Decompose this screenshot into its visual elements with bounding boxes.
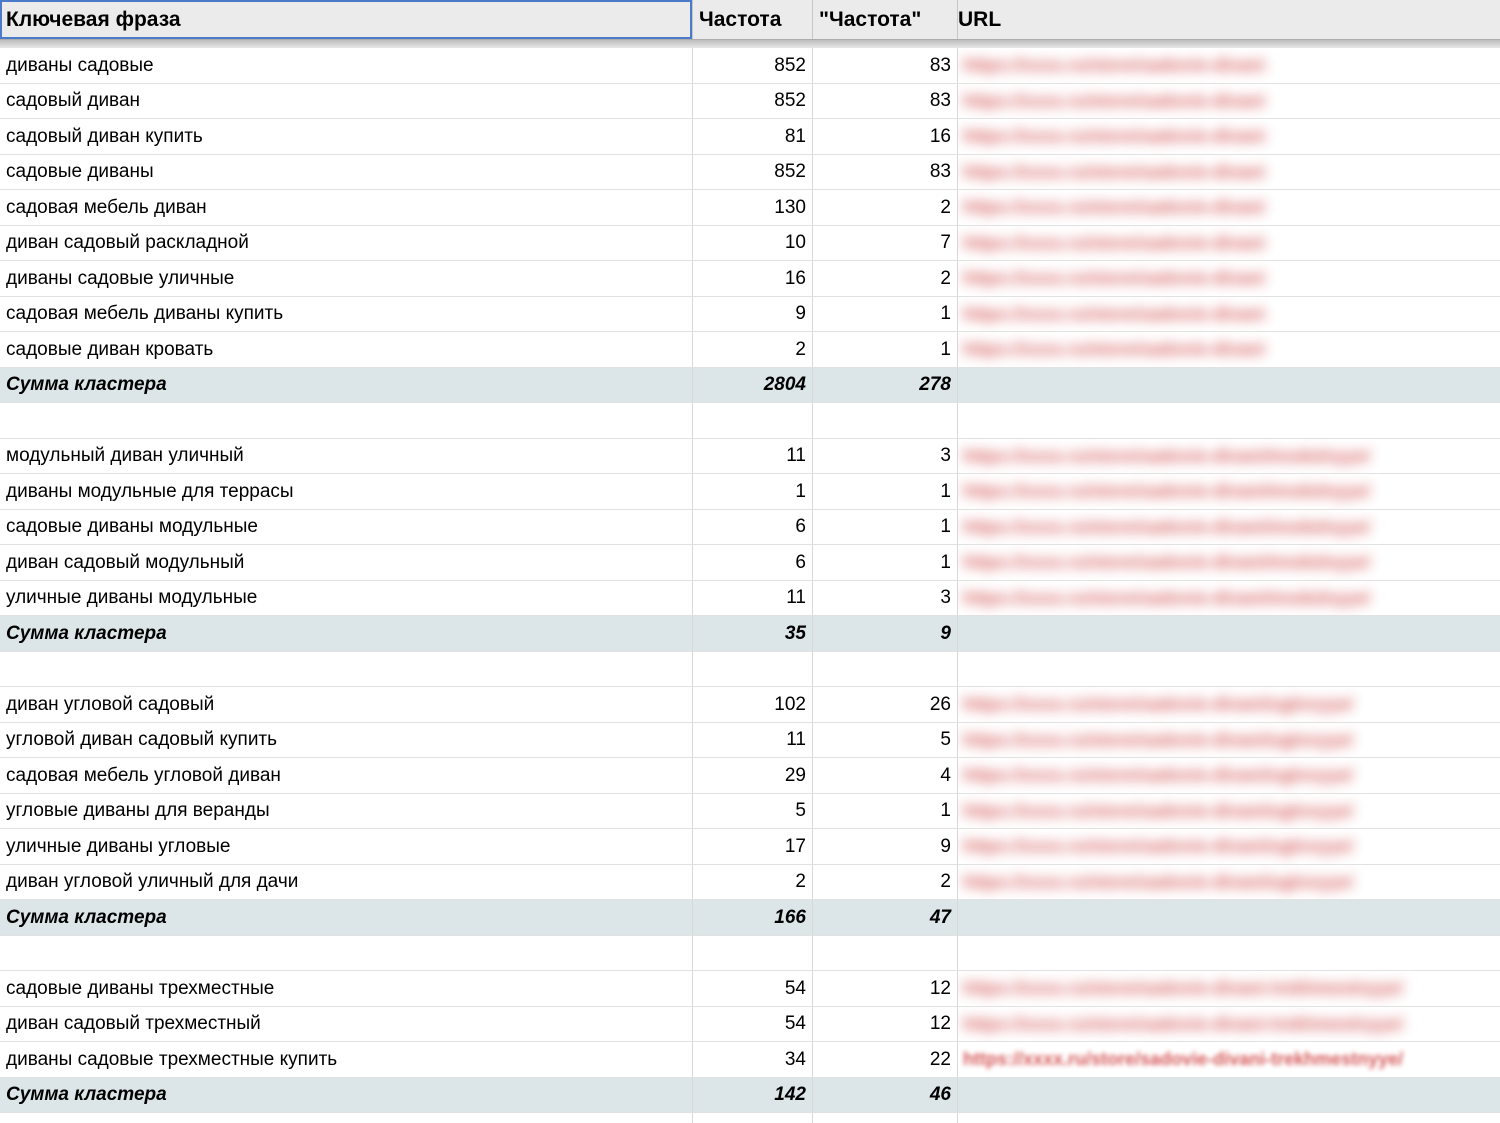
column-header-quoted-frequency[interactable]: "Частота" [813,0,958,39]
phrase-cell[interactable]: диваны садовые трехместные купить [0,1042,693,1077]
url-cell[interactable] [958,190,1500,225]
url-redaction-haze [958,1007,1437,1042]
frequency-cell[interactable]: 5 [693,794,813,829]
phrase-cell[interactable]: диван садовый модульный [0,545,693,580]
cluster-sum-quoted-frequency-cell[interactable]: 278 [813,368,958,403]
url-cell[interactable] [958,474,1500,509]
phrase-cell[interactable]: модульный диван уличный [0,439,693,474]
cluster-sum-frequency-cell[interactable]: 142 [693,1078,813,1113]
keyword-row [0,794,1500,830]
frequency-cell[interactable]: 130 [693,190,813,225]
url-redaction-haze [958,758,1387,793]
quoted-frequency-cell[interactable]: 12 [813,1007,958,1042]
url-cell[interactable] [958,971,1500,1006]
url-redacted-text: https://xxxx.ru/store/sadovie-divani-trekhmestnyye/ [963,978,1404,999]
cluster-sum-frequency-cell[interactable]: 35 [693,616,813,651]
frequency-cell[interactable]: 17 [693,829,813,864]
frequency-cell[interactable]: 2 [693,865,813,900]
url-redaction-haze [958,261,1299,296]
url-redaction-haze [958,119,1299,154]
frequency-cell[interactable]: 852 [693,84,813,119]
phrase-cell[interactable] [0,1113,693,1123]
url-cell[interactable] [958,1007,1500,1042]
url-redacted-text: https://xxxx.ru/store/sadovie-divani [963,339,1266,360]
url-redacted-text: https://xxxx.ru/store/sadovie-divani [963,90,1266,111]
url-cell[interactable] [958,119,1500,154]
quoted-frequency-cell[interactable]: 3 [813,439,958,474]
cluster-sum-label-cell[interactable]: Сумма кластера [0,1078,693,1113]
url-cell[interactable] [958,687,1500,722]
url-cell[interactable] [958,758,1500,793]
keyword-row [0,1042,1500,1078]
url-redaction-haze [958,971,1437,1006]
frequency-cell[interactable]: 852 [693,48,813,83]
url-cell[interactable] [958,652,1500,687]
url-redacted-text: https://xxxx.ru/store/sadovie-divani/uglovyye/ [963,729,1354,750]
url-redacted-text: https://xxxx.ru/store/sadovie-divani/uglovyye/ [963,836,1354,857]
quoted-frequency-cell[interactable]: 2 [813,190,958,225]
url-cell[interactable] [958,900,1500,935]
column-header-url[interactable]: URL [958,0,1500,39]
keyword-row [0,865,1500,901]
url-redaction-haze [958,510,1404,545]
url-redaction-haze [958,439,1404,474]
quoted-frequency-cell[interactable]: 83 [813,84,958,119]
url-redacted-text: https://xxxx.ru/store/sadovie-divani/uglovyye/ [963,800,1354,821]
cluster-sum-quoted-frequency-cell[interactable]: 47 [813,900,958,935]
phrase-cell[interactable] [0,936,693,971]
frozen-row-shadow [0,39,1500,48]
quoted-frequency-cell[interactable]: 1 [813,474,958,509]
keyword-row [0,190,1500,226]
keyword-row [0,545,1500,581]
column-header-frequency[interactable]: Частота [693,0,813,39]
frequency-cell[interactable]: 9 [693,297,813,332]
url-redacted-text: https://xxxx.ru/store/sadovie-divani/modulnyye/ [963,516,1371,537]
url-cell[interactable] [958,1113,1500,1123]
quoted-frequency-cell[interactable]: 1 [813,794,958,829]
url-redaction-haze [958,545,1404,580]
url-cell[interactable] [958,1078,1500,1113]
quoted-frequency-cell[interactable]: 83 [813,155,958,190]
keyword-row [0,119,1500,155]
phrase-cell[interactable]: садовые диваны модульные [0,510,693,545]
frequency-cell[interactable]: 54 [693,971,813,1006]
keyword-row [0,261,1500,297]
empty-row [0,403,1500,439]
url-cell[interactable] [958,403,1500,438]
keyword-row [0,687,1500,723]
url-cell[interactable] [958,332,1500,367]
frequency-cell[interactable]: 6 [693,510,813,545]
url-cell[interactable] [958,48,1500,83]
phrase-cell[interactable]: садовый диван [0,84,693,119]
quoted-frequency-cell[interactable]: 12 [813,971,958,1006]
quoted-frequency-cell[interactable]: 2 [813,865,958,900]
quoted-frequency-cell[interactable]: 2 [813,261,958,296]
frequency-cell[interactable]: 2 [693,332,813,367]
keyword-row [0,48,1500,84]
url-redacted-text: https://xxxx.ru/store/sadovie-divani [963,126,1266,147]
frequency-cell[interactable] [693,936,813,971]
url-redacted-text: https://xxxx.ru/store/sadovie-divani-trekhmestnyye/ [963,1013,1404,1034]
phrase-cell[interactable]: диваны садовые уличные [0,261,693,296]
phrase-cell[interactable]: угловые диваны для веранды [0,794,693,829]
cluster-sum-row [0,368,1500,404]
quoted-frequency-cell[interactable]: 3 [813,581,958,616]
url-redaction-haze [958,581,1404,616]
url-redacted-text: https://xxxx.ru/store/sadovie-divani [963,303,1266,324]
url-redaction-haze [958,84,1299,119]
url-redaction-haze [958,829,1387,864]
frequency-cell[interactable]: 34 [693,1042,813,1077]
frequency-cell[interactable]: 102 [693,687,813,722]
quoted-frequency-cell[interactable]: 1 [813,297,958,332]
phrase-cell[interactable]: садовая мебель диван [0,190,693,225]
cluster-sum-frequency-cell[interactable]: 166 [693,900,813,935]
url-redaction-haze [958,1042,1437,1077]
url-redacted-text: https://xxxx.ru/store/sadovie-divani [963,268,1266,289]
cluster-sum-row [0,616,1500,652]
url-redacted-text: https://xxxx.ru/store/sadovie-divani/modulnyye/ [963,481,1371,502]
phrase-cell[interactable] [0,652,693,687]
phrase-cell[interactable]: садовая мебель угловой диван [0,758,693,793]
url-cell[interactable] [958,510,1500,545]
phrase-cell[interactable]: уличные диваны модульные [0,581,693,616]
empty-row [0,1113,1500,1123]
url-redaction-haze [958,48,1299,83]
cluster-sum-quoted-frequency-cell[interactable]: 46 [813,1078,958,1113]
quoted-frequency-cell[interactable]: 83 [813,48,958,83]
url-redacted-text: https://xxxx.ru/store/sadovie-divani/uglovyye/ [963,871,1354,892]
url-redaction-haze [958,474,1404,509]
url-redaction-haze [958,332,1299,367]
keyword-row [0,581,1500,617]
frequency-cell[interactable] [693,652,813,687]
quoted-frequency-cell[interactable]: 9 [813,829,958,864]
quoted-frequency-cell[interactable]: 22 [813,1042,958,1077]
url-cell[interactable] [958,865,1500,900]
url-cell[interactable] [958,84,1500,119]
cluster-sum-frequency-cell[interactable]: 2804 [693,368,813,403]
keyword-row [0,332,1500,368]
phrase-cell[interactable]: диваны садовые [0,48,693,83]
url-redacted-text: https://xxxx.ru/store/sadovie-divani/uglovyye/ [963,765,1354,786]
frequency-cell[interactable]: 81 [693,119,813,154]
phrase-cell[interactable]: садовые диваны трехместные [0,971,693,1006]
url-redaction-haze [958,190,1299,225]
phrase-cell[interactable]: диваны модульные для террасы [0,474,693,509]
url-cell[interactable] [958,829,1500,864]
url-cell[interactable] [958,439,1500,474]
keyword-row [0,510,1500,546]
url-redaction-haze [958,226,1299,261]
url-redaction-haze [958,687,1387,722]
phrase-cell[interactable]: садовая мебель диваны купить [0,297,693,332]
url-cell[interactable] [958,616,1500,651]
url-cell[interactable] [958,226,1500,261]
url-redaction-haze [958,723,1387,758]
frequency-cell[interactable]: 11 [693,581,813,616]
cluster-sum-label-cell[interactable]: Сумма кластера [0,368,693,403]
quoted-frequency-cell[interactable]: 1 [813,545,958,580]
cluster-sum-row [0,1078,1500,1114]
url-cell[interactable] [958,545,1500,580]
url-redacted-text: https://xxxx.ru/store/sadovie-divani/modulnyye/ [963,587,1371,608]
empty-row [0,652,1500,688]
phrase-cell[interactable]: диван садовый трехместный [0,1007,693,1042]
header-row [0,0,1500,39]
url-cell[interactable] [958,1042,1500,1077]
frequency-cell[interactable]: 11 [693,723,813,758]
column-header-keyword[interactable]: Ключевая фраза [0,0,693,39]
frequency-cell[interactable]: 29 [693,758,813,793]
phrase-cell[interactable]: угловой диван садовый купить [0,723,693,758]
frequency-cell[interactable] [693,403,813,438]
quoted-frequency-cell[interactable] [813,936,958,971]
quoted-frequency-cell[interactable]: 16 [813,119,958,154]
quoted-frequency-cell[interactable]: 1 [813,510,958,545]
phrase-cell[interactable]: садовые диван кровать [0,332,693,367]
keyword-row [0,971,1500,1007]
keyword-row [0,84,1500,120]
url-redacted-text: https://xxxx.ru/store/sadovie-divani [963,55,1266,76]
frequency-cell[interactable]: 16 [693,261,813,296]
url-cell[interactable] [958,794,1500,829]
url-cell[interactable] [958,297,1500,332]
keyword-row [0,758,1500,794]
url-cell[interactable] [958,368,1500,403]
frequency-cell[interactable]: 1 [693,474,813,509]
frequency-cell[interactable] [693,1113,813,1123]
keyword-row [0,439,1500,475]
url-redacted-text: https://xxxx.ru/store/sadovie-divani [963,232,1266,253]
frequency-cell[interactable]: 6 [693,545,813,580]
keyword-row [0,226,1500,262]
quoted-frequency-cell[interactable]: 5 [813,723,958,758]
quoted-frequency-cell[interactable] [813,652,958,687]
keyword-row [0,723,1500,759]
quoted-frequency-cell[interactable]: 4 [813,758,958,793]
keyword-row [0,829,1500,865]
url-redaction-haze [958,794,1387,829]
empty-row [0,936,1500,972]
phrase-cell[interactable]: садовые диваны [0,155,693,190]
keyword-row [0,155,1500,191]
table-body [0,48,1500,1123]
phrase-cell[interactable]: диван угловой садовый [0,687,693,722]
url-redacted-text: https://xxxx.ru/store/sadovie-divani/uglovyye/ [963,694,1354,715]
frequency-cell[interactable]: 11 [693,439,813,474]
frequency-cell[interactable]: 54 [693,1007,813,1042]
url-redacted-text: https://xxxx.ru/store/sadovie-divani-trekhmestnyye/ [963,1049,1404,1070]
quoted-frequency-cell[interactable] [813,403,958,438]
cluster-sum-quoted-frequency-cell[interactable]: 9 [813,616,958,651]
url-redaction-haze [958,155,1299,190]
url-cell[interactable] [958,155,1500,190]
cluster-sum-label-cell[interactable]: Сумма кластера [0,616,693,651]
quoted-frequency-cell[interactable]: 1 [813,332,958,367]
url-redacted-text: https://xxxx.ru/store/sadovie-divani/modulnyye/ [963,552,1371,573]
keyword-row [0,1007,1500,1043]
url-cell[interactable] [958,723,1500,758]
quoted-frequency-cell[interactable]: 7 [813,226,958,261]
url-redacted-text: https://xxxx.ru/store/sadovie-divani/modulnyye/ [963,445,1371,466]
quoted-frequency-cell[interactable] [813,1113,958,1123]
url-redacted-text: https://xxxx.ru/store/sadovie-divani [963,197,1266,218]
phrase-cell[interactable]: уличные диваны угловые [0,829,693,864]
phrase-cell[interactable] [0,403,693,438]
url-redaction-haze [958,297,1299,332]
quoted-frequency-cell[interactable]: 26 [813,687,958,722]
cluster-sum-label-cell[interactable]: Сумма кластера [0,900,693,935]
keyword-row [0,297,1500,333]
cluster-sum-row [0,900,1500,936]
phrase-cell[interactable]: диван садовый раскладной [0,226,693,261]
frequency-cell[interactable]: 10 [693,226,813,261]
url-redacted-text: https://xxxx.ru/store/sadovie-divani [963,161,1266,182]
url-cell[interactable] [958,261,1500,296]
url-cell[interactable] [958,936,1500,971]
url-redaction-haze [958,865,1387,900]
keyword-row [0,474,1500,510]
frequency-cell[interactable]: 852 [693,155,813,190]
phrase-cell[interactable]: садовый диван купить [0,119,693,154]
url-cell[interactable] [958,581,1500,616]
phrase-cell[interactable]: диван угловой уличный для дачи [0,865,693,900]
